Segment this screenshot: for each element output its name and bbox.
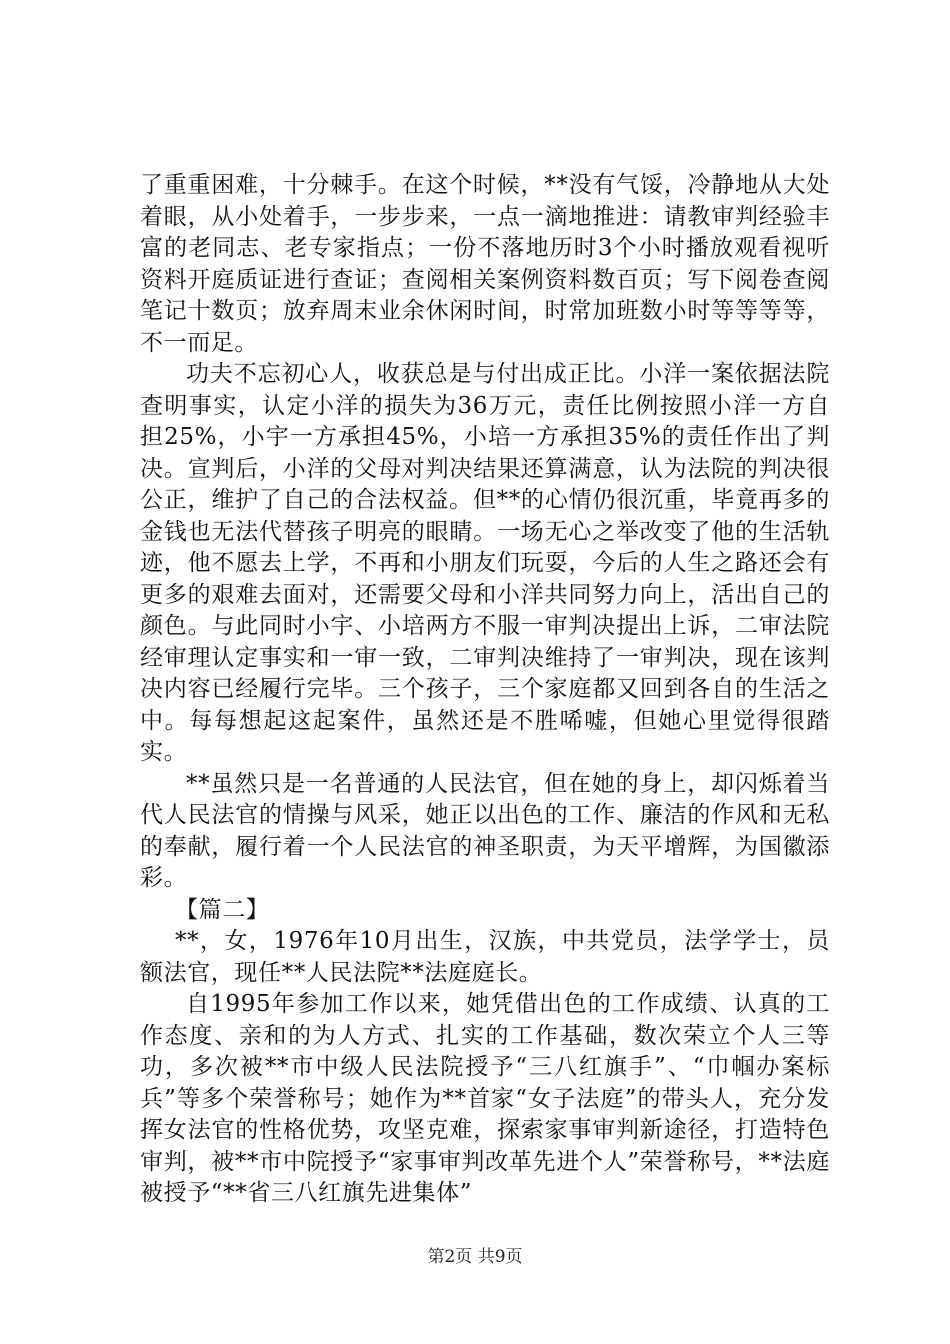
paragraph-2: 功夫不忘初心人，收获总是与付出成正比。小洋一案依据法院查明事实，认定小洋的损失为36万元，责任比例按照小洋一方自担25%，小宇一方承担45%，小培一方承担35%的责任作出了判决。宣判后，小洋的父母对判决结果还算满意，认为法院的判决很公正，维护了自己的合法权益。但**的心情仍很沉重，毕竟再多的金钱也无法代替孩子明亮的眼睛。一场无心之举改变了他的生活轨迹，他不愿去上学，不再和小朋友们玩耍，今后的人生之路还会有更多的艰难去面对，还需要父母和小洋共同努力向上，活出自己的颜色。与此同时小宇、小培两方不服一审判决提出上诉，二审法院经审理认定事实和一审一致，二审判决维持了一审判决，现在该判决内容已经履行完毕。三个孩子，三个家庭都又回到各自的生活之中。每每想起这起案件，虽然还是不胜唏嘘，但她心里觉得很踏实。 <box>140 361 830 765</box>
paragraph-5: 自1995年参加工作以来，她凭借出色的工作成绩、认真的工作态度、亲和的为人方式、扎实的工作基础，数次荣立个人三等功，多次被**市中级人民法院授予“三八红旗手”、“巾帼办案标兵”等多个荣誉称号；她作为**首家“女子法庭”的带头人，充分发挥女法官的性格优势，攻坚克难，探索家事审判新途径，打造特色审判，被**市中院授予“家事审判改革先进个人”荣誉称号，**法庭被授予“**省三八红旗先进集体” <box>140 991 830 1206</box>
document-body <box>140 170 830 1210</box>
section-heading: 【篇二】 <box>175 896 270 923</box>
paragraph-1: 了重重困难，十分棘手。在这个时候，**没有气馁，冷静地从大处着眼，从小处着手，一步步来，一点一滴地推进：请教审判经验丰富的老同志、老专家指点；一份不落地历时3个小时播放观看视听资料开庭质证进行查证；查阅相关案例资料数百页；写下阅卷查阅笔记十数页；放弃周末业余休闲时间，时常加班数小时等等等等，不一而足。 <box>140 172 830 356</box>
page-footer: 第2页 共9页 <box>427 1247 523 1267</box>
paragraph-4: **，女，1976年10月出生，汉族，中共党员，法学学士，员额法官，现任**人民法院**法庭庭长。 <box>140 928 830 986</box>
paragraph-3: **虽然只是一名普通的人民法官，但在她的身上，却闪烁着当代人民法官的情操与风采，她正以出色的工作、廉洁的作风和无私的奉献，履行着一个人民法官的神圣职责，为天平增辉，为国徽添彩。 <box>140 770 830 891</box>
